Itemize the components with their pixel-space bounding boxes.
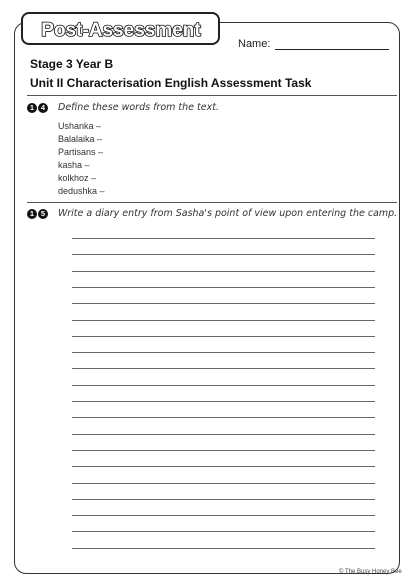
badge-title-svg <box>26 16 216 42</box>
answer-line[interactable] <box>72 254 375 255</box>
name-label: Name: <box>238 38 271 50</box>
question-14-prompt: Define these words from the text. <box>58 102 219 113</box>
answer-line[interactable] <box>72 336 375 337</box>
question-number-15 <box>27 209 48 219</box>
vocabulary-item: kolkhoz – <box>58 173 97 183</box>
answer-line[interactable] <box>72 271 375 272</box>
question-15-prompt: Write a diary entry from Sasha's point of view upon entering the camp. <box>58 208 398 219</box>
answer-line[interactable] <box>72 515 375 516</box>
divider-line <box>27 202 397 203</box>
question-digit: 5 <box>38 209 48 219</box>
question-digit: 1 <box>27 103 37 113</box>
answer-line[interactable] <box>72 466 375 467</box>
answer-line[interactable] <box>72 238 375 239</box>
name-line[interactable] <box>275 39 389 50</box>
vocabulary-item: kasha – <box>58 160 90 170</box>
vocabulary-item: Ushanka – <box>58 121 102 131</box>
answer-line[interactable] <box>72 483 375 484</box>
answer-line[interactable] <box>72 450 375 451</box>
answer-line[interactable] <box>72 401 375 402</box>
answer-line[interactable] <box>72 548 375 549</box>
answer-line[interactable] <box>72 320 375 321</box>
vocabulary-list <box>58 120 105 198</box>
answer-line[interactable] <box>72 499 375 500</box>
answer-line[interactable] <box>72 287 375 288</box>
divider-line <box>27 95 397 96</box>
question-digit: 1 <box>27 209 37 219</box>
answer-line[interactable] <box>72 434 375 435</box>
vocabulary-item: dedushka – <box>58 186 105 196</box>
answer-line[interactable] <box>72 368 375 369</box>
vocabulary-item: Partisans – <box>58 147 104 157</box>
copyright-text: © The Busy Honey Bee <box>339 569 402 575</box>
answer-line[interactable] <box>72 385 375 386</box>
vocabulary-item: Balalaika – <box>58 134 103 144</box>
question-digit: 4 <box>38 103 48 113</box>
answer-line[interactable] <box>72 303 375 304</box>
answer-line[interactable] <box>72 352 375 353</box>
post-assessment-badge <box>21 12 220 45</box>
name-field[interactable] <box>238 38 389 50</box>
answer-line[interactable] <box>72 531 375 532</box>
stage-heading: Stage 3 Year B <box>30 57 114 71</box>
question-number-14 <box>27 103 48 113</box>
badge-title: Post-Assessment <box>40 19 201 41</box>
answer-line[interactable] <box>72 417 375 418</box>
unit-heading: Unit II Characterisation English Assessment Task <box>30 76 312 90</box>
